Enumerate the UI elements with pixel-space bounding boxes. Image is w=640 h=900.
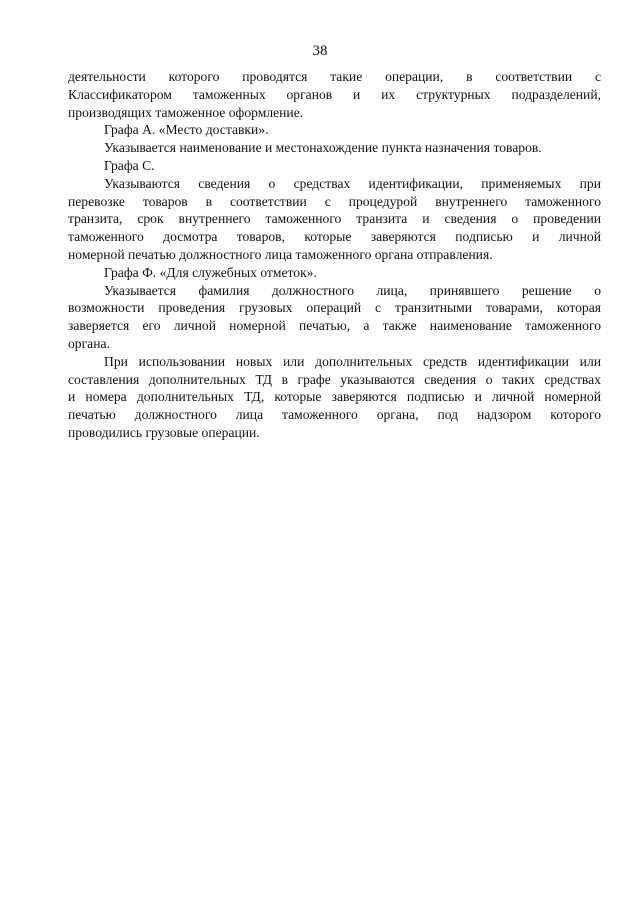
- text-line: таможенного досмотра товаров, которые заверяются подписью и личной: [68, 229, 601, 245]
- text-line: транзита, срок внутреннего таможенного транзита и сведения о проведении: [68, 211, 601, 227]
- text-line: Указывается фамилия должностного лица, принявшего решение о: [104, 282, 601, 298]
- text-line: При использовании новых или дополнительных средств идентификации или: [104, 353, 601, 369]
- text-line: печатью должностного лица таможенного органа, под надзором которого: [68, 407, 601, 423]
- text-line: Указываются сведения о средствах идентификации, применяемых при: [104, 175, 601, 191]
- text-line: Указывается наименование и местонахождение пункта назначения товаров.: [104, 140, 542, 156]
- section-heading: Графа С.: [104, 157, 155, 173]
- text-line: органа.: [68, 335, 110, 351]
- text-line: составления дополнительных ТД в графе указываются сведения о таких средствах: [68, 371, 601, 387]
- page-number: 38: [312, 43, 328, 59]
- text-line: возможности проведения грузовых операций с транзитными товарами, которая: [68, 300, 601, 316]
- text-line: Классификатором таможенных органов и их структурных подразделений,: [68, 86, 601, 102]
- text-line: номерной печатью должностного лица таможенного органа отправления.: [68, 246, 493, 262]
- text-line: заверяется его личной номерной печатью, а также наименование таможенного: [68, 318, 601, 334]
- text-line: проводились грузовые операции.: [68, 424, 260, 440]
- section-heading: Графа Ф. «Для служебных отметок».: [104, 264, 317, 280]
- text-line: перевозке товаров в соответствии с процедурой внутреннего таможенного: [68, 193, 601, 209]
- document-body: [68, 68, 601, 442]
- text-line: и номера дополнительных ТД, которые заверяются подписью и личной номерной: [68, 389, 601, 405]
- text-line: производящих таможенное оформление.: [68, 104, 304, 120]
- text-line: деятельности которого проводятся такие операции, в соответствии с: [68, 69, 601, 84]
- section-heading: Графа А. «Место доставки».: [104, 122, 269, 138]
